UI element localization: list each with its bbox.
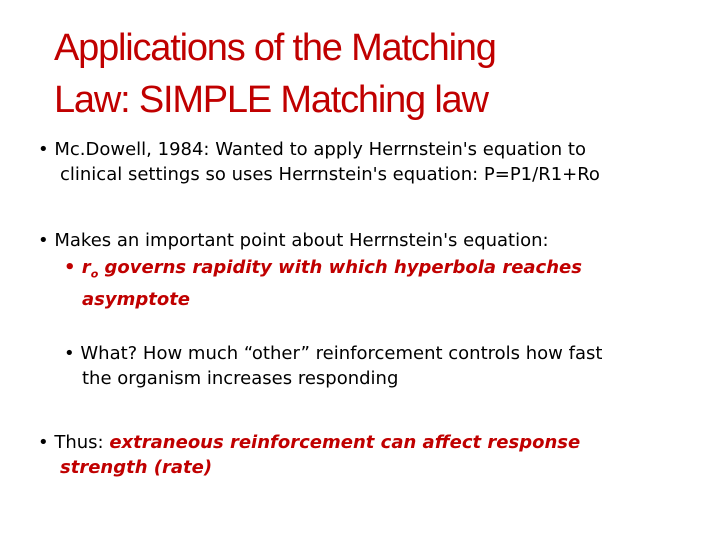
bullet-text: governs rapidity with which hyperbola reaches [98, 257, 582, 278]
bullet-line [38, 228, 549, 253]
variable-subscript: o [90, 267, 99, 281]
bullet-important-point [38, 228, 549, 253]
bullet-marker: • [38, 230, 49, 251]
bullet-text-continued: asymptote [82, 288, 191, 310]
slide-title [54, 22, 674, 126]
bullet-text-continued: clinical settings so uses Herrnstein's equation: P=P1/R1+Ro [60, 164, 600, 185]
bullet-marker: • [38, 139, 49, 160]
bullet-line [38, 430, 580, 455]
variable-r: r [81, 257, 91, 278]
bullet-marker: • [64, 343, 75, 364]
title-line-1: Applications of the Matching [54, 27, 496, 69]
sub-bullet-what [64, 341, 602, 391]
title-line-2: Law: SIMPLE Matching law [54, 79, 488, 121]
bullet-text-continued: the organism increases responding [82, 368, 399, 389]
bullet-emphasis-continued: strength (rate) [60, 457, 213, 478]
bullet-text: What? How much “other” reinforcement controls how fast [80, 343, 603, 364]
bullet-line [64, 255, 582, 287]
bullet-marker: • [64, 257, 76, 278]
bullet-text: Mc.Dowell, 1984: Wanted to apply Herrnstein's equation to [54, 139, 586, 160]
bullet-text: Makes an important point about Herrnstein's equation: [54, 230, 549, 251]
bullet-marker: • [38, 432, 49, 453]
sub-bullet-ro [64, 255, 582, 312]
bullet-line [38, 137, 600, 162]
bullet-line [64, 341, 602, 366]
bullet-prefix: Thus: [54, 432, 110, 453]
bullet-emphasis: extraneous reinforcement can affect response [109, 432, 581, 453]
bullet-thus [38, 430, 580, 480]
bullet-mcdowell [38, 137, 600, 187]
